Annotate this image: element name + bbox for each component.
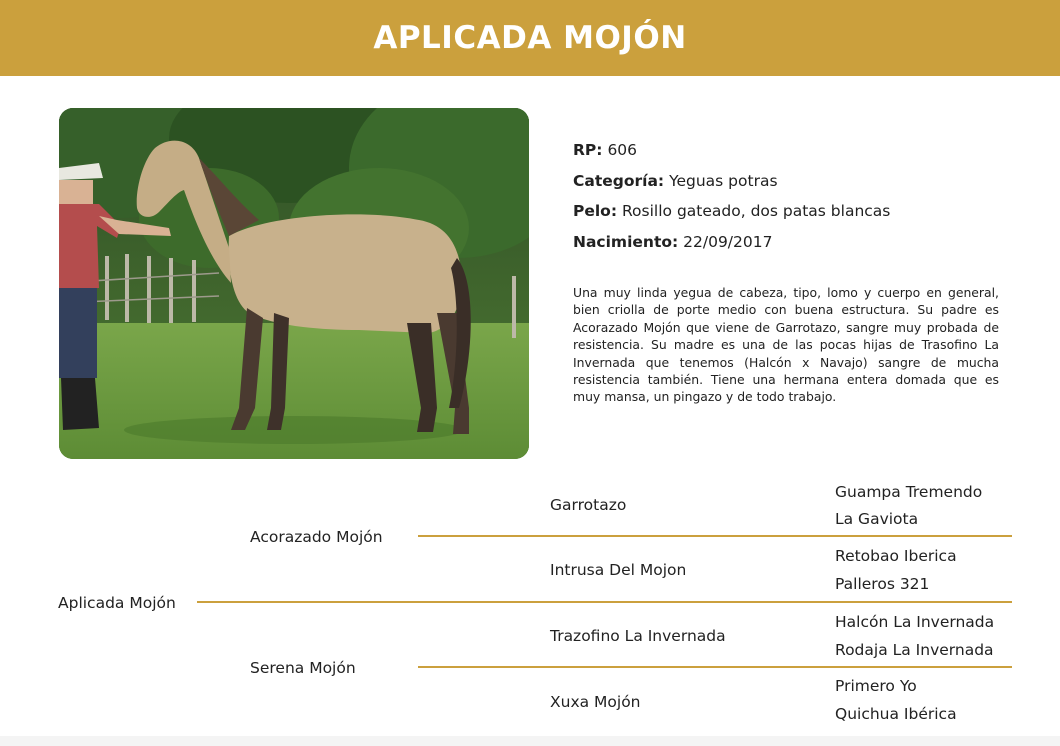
- pelo-value: Rosillo gateado, dos patas blancas: [621, 202, 891, 220]
- pedigree-dd-sire: Primero Yo: [835, 677, 917, 695]
- horse-photo: [59, 108, 529, 459]
- pedigree-sire-dam: Intrusa Del Mojon: [550, 561, 687, 579]
- pedigree-sire-sire: Garrotazo: [550, 496, 627, 514]
- pedigree-dam-sire: Trazofino La Invernada: [550, 627, 726, 645]
- pedigree-dam-dam: Xuxa Mojón: [550, 693, 641, 711]
- categoria-label: Categoría:: [573, 171, 665, 190]
- horse-info: [573, 140, 1013, 262]
- pedigree-dd-dam: Quichua Ibérica: [835, 705, 957, 723]
- pelo-row: [573, 201, 1013, 232]
- pedigree-ss-dam: La Gaviota: [835, 510, 919, 528]
- pedigree-line-self: [197, 601, 1012, 603]
- pedigree-ds-dam: Rodaja La Invernada: [835, 641, 994, 659]
- footer-strip: [0, 736, 1060, 746]
- pedigree-sd-sire: Retobao Iberica: [835, 547, 957, 565]
- categoria-row: [573, 171, 1013, 202]
- pedigree-line-dam: [418, 666, 1012, 668]
- pedigree-line-sire: [418, 535, 1012, 537]
- horse-description: Una muy linda yegua de cabeza, tipo, lomo y cuerpo en general, bien criolla de porte medio con buena estructura. Su padre es Acorazado Mojón que viene de Garrotazo, sangre muy probada de resistencia. Su madre es una de las pocas hijas de Trasofino La Invernada que tenemos (Halcón x Navajo) sangre de mucha resistencia también. Tiene una hermana entera domada que es muy mansa, un pingazo y de todo trabajo.: [573, 285, 999, 405]
- pedigree-ds-sire: Halcón La Invernada: [835, 613, 995, 631]
- rp-value: 606: [607, 141, 638, 159]
- rp-row: [573, 140, 1013, 171]
- nacimiento-row: [573, 232, 1013, 263]
- pedigree-self: Aplicada Mojón: [58, 594, 176, 612]
- categoria-value: Yeguas potras: [669, 171, 778, 190]
- pedigree-sd-dam: Palleros 321: [835, 575, 930, 593]
- page-title: APLICADA MOJÓN: [373, 20, 687, 56]
- pelo-label: Pelo:: [573, 202, 618, 220]
- rp-label: RP:: [573, 141, 603, 159]
- pedigree-dam: Serena Mojón: [250, 659, 356, 677]
- page-header: [0, 0, 1060, 76]
- horse-photo-illustration: [59, 108, 529, 459]
- nacimiento-label: Nacimiento:: [573, 232, 679, 251]
- nacimiento-value: 22/09/2017: [683, 232, 773, 251]
- pedigree-sire: Acorazado Mojón: [250, 528, 383, 546]
- pedigree-ss-sire: Guampa Tremendo: [835, 483, 983, 501]
